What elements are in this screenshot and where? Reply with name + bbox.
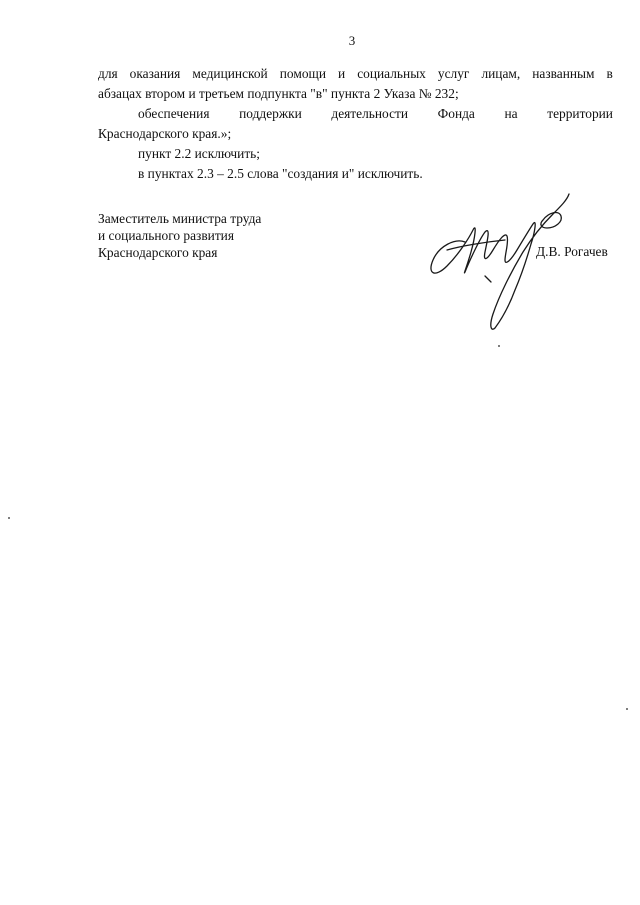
paragraph-2	[98, 104, 613, 144]
word: поддержки	[239, 106, 302, 121]
paragraph-3-line: пункт 2.2 исключить;	[138, 146, 261, 161]
word: названным	[532, 66, 595, 81]
paragraph-1-line-1	[98, 64, 613, 84]
word: медицинской	[192, 66, 268, 81]
word: и	[338, 66, 346, 81]
word: для	[98, 66, 118, 81]
word: помощи	[279, 66, 326, 81]
word: социальных	[357, 66, 426, 81]
handwritten-signature-icon	[425, 180, 585, 340]
paragraph-2-line-2: Краснодарского края.»;	[98, 126, 232, 141]
word: на	[504, 106, 518, 121]
page-number: 3	[348, 33, 356, 48]
signatory-name: Д.В. Рогачев	[536, 244, 608, 259]
signatory-position-line-3: Краснодарского края	[98, 245, 218, 260]
scan-speck	[498, 345, 500, 347]
word: Фонда	[437, 106, 475, 121]
word: лицам,	[481, 66, 521, 81]
paragraph-1-line-2: абзацах втором и третьем подпункта "в" пункта 2 Указа № 232;	[98, 86, 459, 101]
signatory-position-line-2: и социального развития	[98, 228, 234, 243]
signatory-position	[98, 210, 261, 261]
signatory-position-line-1: Заместитель министра труда	[98, 211, 262, 226]
word: оказания	[129, 66, 181, 81]
paragraph-1	[98, 64, 613, 104]
paragraph-2-line-1	[98, 104, 613, 124]
scan-speck	[8, 517, 10, 519]
word: услуг	[437, 66, 470, 81]
scan-speck	[626, 708, 628, 710]
word: в	[606, 66, 613, 81]
paragraph-3	[98, 144, 613, 164]
paragraph-4-line: в пунктах 2.3 – 2.5 слова "создания и" исключить.	[138, 166, 423, 181]
word: территории	[547, 106, 613, 121]
word: обеспечения	[138, 106, 210, 121]
word: деятельности	[331, 106, 409, 121]
